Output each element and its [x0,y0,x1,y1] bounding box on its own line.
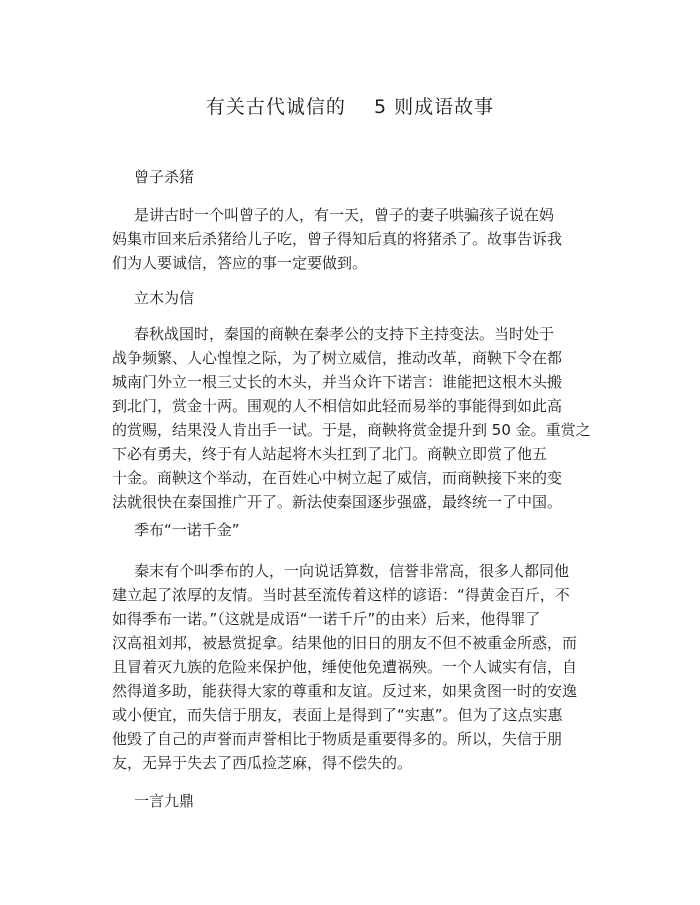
section-heading-yiyan: 一言九鼎 [134,792,195,810]
paragraph-line: 他毁了自己的声誉而声誉相比于物质是重要得多的。所以，失信于朋 [112,730,563,748]
paragraph-line: 然得道多助，能获得大家的尊重和友谊。反过来，如果贪图一时的安逸 [112,682,578,700]
paragraph-line: 城南门外立一根三丈长的木头，并当众许下诺言：谁能把这根木头搬 [112,373,563,391]
paragraph-line: 的赏赐，结果没人肯出手一试。于是，商鞅将赏金提升到 50 金。重赏之 [112,421,591,439]
paragraph-line: 是讲古时一个叫曾子的人，有一天，曾子的妻子哄骗孩子说在妈 [134,206,555,224]
section-body-jibu [112,559,592,775]
paragraph-line: 如得季布一诺。”（这就是成语“一诺千斤”的由来）后来，他得罪了 [112,610,541,628]
paragraph-line: 且冒着灭九族的危险来保护他，缍使他免遭祸殃。一个人诚实有信，自 [112,658,578,676]
paragraph-line: 们为人要诚信，答应的事一定要做到。 [112,254,368,272]
paragraph-line: 十金。商鞅这个举动，在百姓心中树立起了威信，而商鞅接下来的变 [112,469,563,487]
paragraph-line: 友，无异于失去了西瓜捡芝麻，得不偿失的。 [112,754,413,772]
page-title: 有关古代诚信的 5 则成语故事 [205,96,495,118]
paragraph-line: 到北门，赏金十两。围观的人不相信如此轻而易举的事能得到如此高 [112,397,563,415]
section-body-limu [112,322,592,514]
paragraph-line: 下必有勇夫，终于有人站起将木头扛到了北门。商鞅立即赏了他五 [112,445,548,463]
paragraph-line: 或小便宜，而失信于朋友，表面上是得到了“实惠”。但为了这点实惠 [112,706,563,724]
section-body-zengzi [112,203,592,275]
paragraph-line: 建立起了浓厚的友情。当时甚至流传着这样的谚语：“得黄金百斤，不 [112,586,570,604]
section-heading-limu: 立木为信 [134,289,195,307]
section-heading-jibu: 季布“一诺千金” [134,521,240,539]
paragraph-line: 妈集市回来后杀猪给儿子吃，曾子得知后真的将猪杀了。故事告诉我 [112,230,563,248]
paragraph-line: 秦末有个叫季布的人，一向说话算数，信誉非常高，很多人都同他 [134,562,570,580]
paragraph-line: 法就很快在秦国推广开了。新法使秦国逐步强盛，最终统一了中国。 [112,493,563,511]
paragraph-line: 汉高祖刘邦，被悬赏捉拿。结果他的旧日的朋友不但不被重金所惑，而 [112,634,578,652]
paragraph-line: 战争频繁、人心惶惶之际，为了树立威信，推动改革，商鞅下令在都 [112,349,563,367]
section-heading-zengzi: 曾子杀猪 [134,168,195,186]
paragraph-line: 春秋战国时，秦国的商鞅在秦孝公的支持下主持变法。当时处于 [134,325,555,343]
